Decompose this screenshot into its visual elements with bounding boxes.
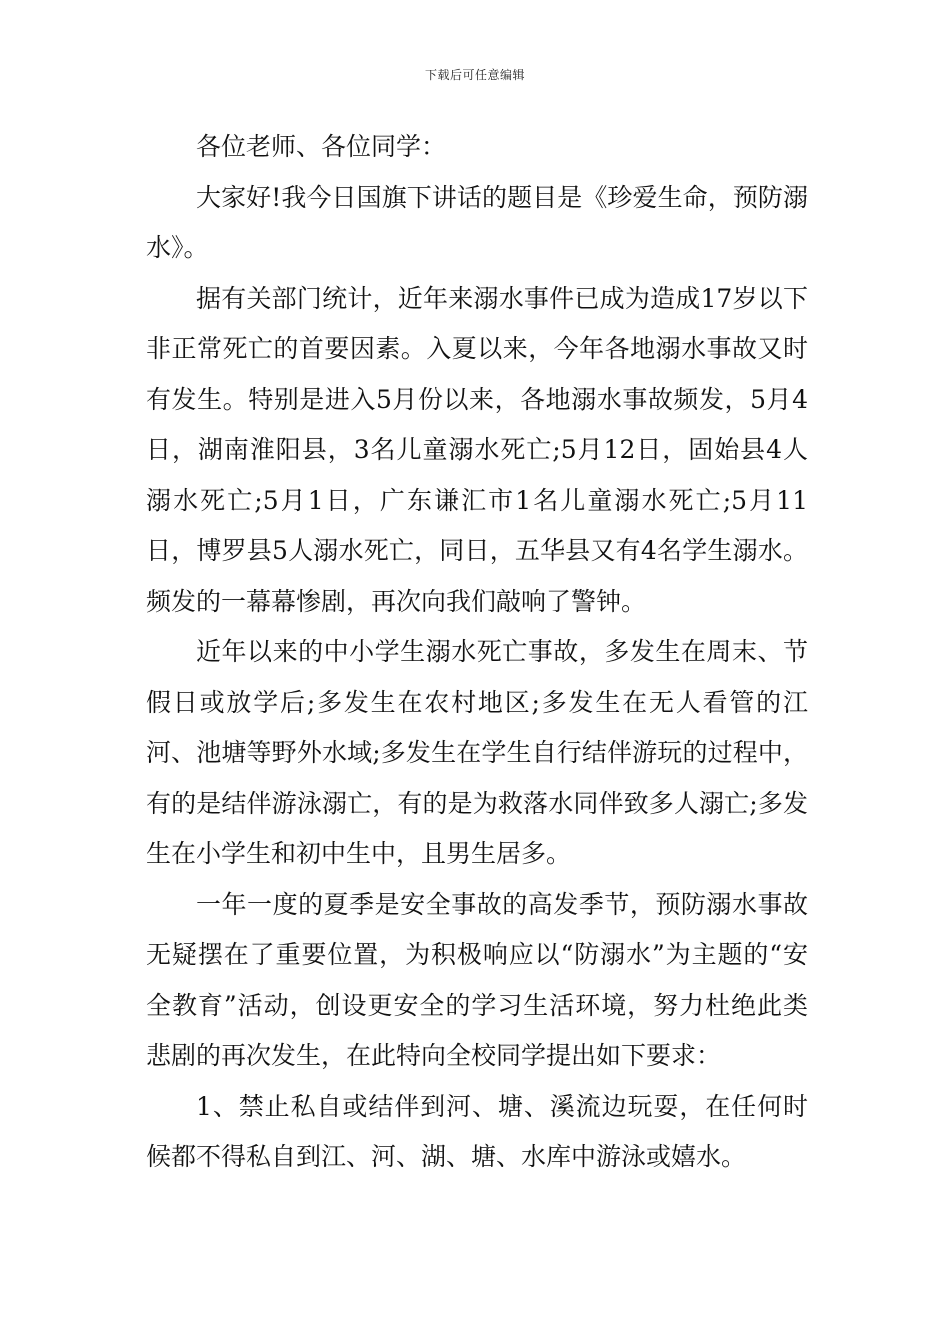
paragraph-patterns: 近年以来的中小学生溺水死亡事故，多发生在周末、节假日或放学后;多发生在农村地区;多发生在无人看管的江河、池塘等野外水域;多发生在学生自行结伴游玩的过程中，有的是结伴游泳溺亡，有的是为救落水同伴致多人溺亡;多发生在小学生和初中生中，且男生居多。	[146, 637, 808, 868]
paragraph-greeting: 大家好!我今日国旗下讲话的题目是《珍爱生命，预防溺水》。	[146, 182, 808, 262]
header-note: 下载后可任意编辑	[424, 68, 525, 82]
document-body	[146, 122, 808, 1183]
paragraph-statistics: 据有关部门统计，近年来溺水事件已成为造成17岁以下非正常死亡的首要因素。入夏以来，今年各地溺水事故又时有发生。特别是进入5月份以来，各地溺水事故频发，5月4日，湖南淮阳县，3名儿童溺水死亡;5月12日，固始县4人溺水死亡;5月1日，广东谦汇市1名儿童溺水死亡;5月11日，博罗县5人溺水死亡，同日，五华县又有4名学生溺水。频发的一幕幕惨剧，再次向我们敲响了警钟。	[146, 283, 808, 616]
paragraph-salutation: 各位老师、各位同学：	[196, 132, 447, 161]
paragraph-requirements-intro: 一年一度的夏季是安全事故的高发季节，预防溺水事故无疑摆在了重要位置，为积极响应以“防溺水”为主题的“安全教育”活动，创设更安全的学习生活环境，努力杜绝此类悲剧的再次发生，在此特向全校同学提出如下要求：	[146, 889, 808, 1070]
paragraph-requirement-1: 1、禁止私自或结伴到河、塘、溪流边玩耍，在任何时候都不得私自到江、河、湖、塘、水库中游泳或嬉水。	[146, 1091, 808, 1171]
